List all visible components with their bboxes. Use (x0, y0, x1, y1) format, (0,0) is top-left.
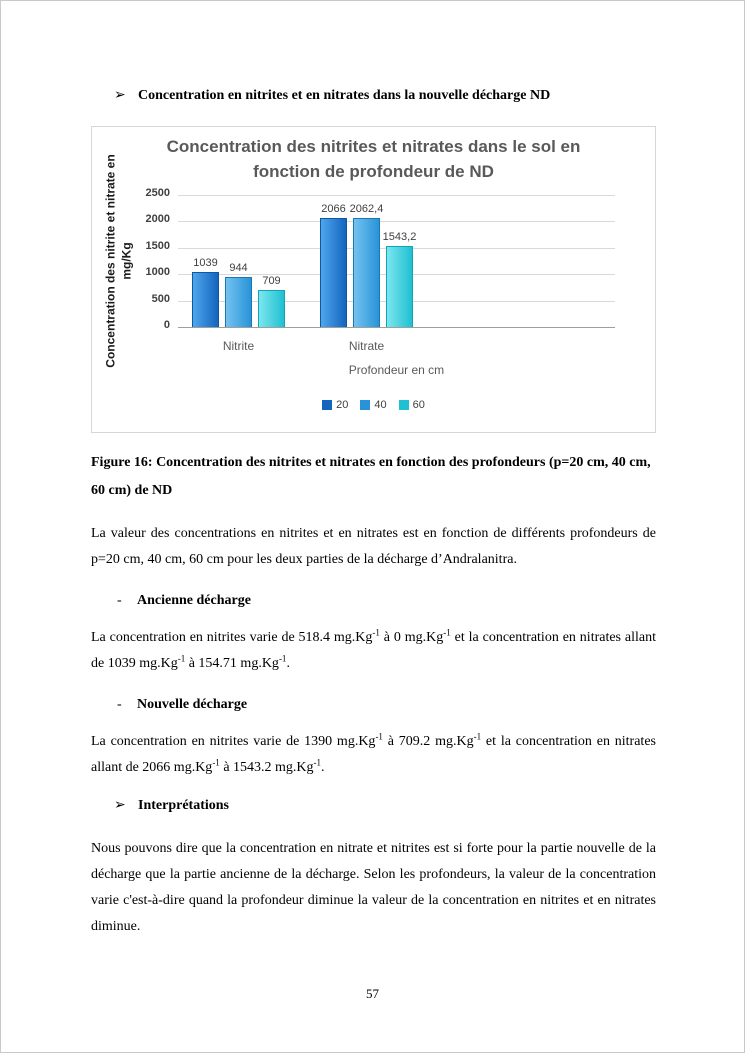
paragraph-intro: La valeur des concentrations en nitrites et en nitrates est en fonction de différents profondeurs de p=20 cm, 40 cm, 60 cm pour les deux parties de la décharge d’Andralanitra. (91, 526, 656, 567)
y-tick-label: 1000 (145, 266, 170, 279)
figure-chart (91, 126, 656, 433)
list-item-label: Ancienne décharge (137, 593, 251, 608)
list-item-ancienne-decharge (117, 593, 656, 609)
bar-nitrite-20 (192, 257, 219, 327)
legend-swatch-icon (360, 400, 370, 410)
bar-value-label: 2062,4 (349, 203, 384, 215)
y-axis-title: Concentration des nitrite et nitrate en mg/Kg (103, 154, 133, 368)
category-label-nitrite: Nitrite (222, 339, 255, 353)
bar-nitrate-20 (320, 203, 347, 327)
legend-item-40 (360, 399, 386, 411)
dash-bullet-icon: - (117, 593, 122, 608)
y-tick-label: 0 (163, 319, 170, 331)
paragraph-interpretation: Nous pouvons dire que la concentration en nitrate et nitrites est si forte pour la partie nouvelle de la décharge que la partie ancienne de la décharge. Selon les profondeurs, la valeur de la concentration varie c'est-à-dire quand la profondeur diminue la valeur de la concentration en nitrites et en nitrates diminue. (91, 841, 656, 934)
list-item-nouvelle-decharge (117, 697, 656, 713)
interpretations-heading-text: Interprétations (138, 798, 229, 813)
list-item-label: Nouvelle décharge (137, 697, 248, 712)
legend-label: 20 (336, 399, 349, 411)
dash-bullet-icon: - (117, 697, 122, 712)
x-axis-line (178, 327, 615, 328)
chart-legend (92, 399, 655, 411)
x-axis-title: Profondeur en cm (348, 363, 445, 377)
bar-nitrite-40 (225, 262, 252, 327)
section-heading (114, 87, 656, 104)
y-tick-label: 1500 (145, 239, 170, 252)
y-tick-label: 2500 (145, 187, 170, 199)
arrow-bullet-icon: ➢ (114, 797, 126, 813)
interpretations-heading (114, 797, 656, 814)
arrow-bullet-icon: ➢ (114, 87, 126, 103)
page-number: 57 (366, 986, 379, 1001)
bar-nitrate-40 (349, 203, 384, 327)
bar-value-label: 1543,2 (382, 231, 417, 243)
y-tick-label: 500 (151, 292, 170, 305)
paragraph-nouvelle: La concentration en nitrites varie de 1390 $mg.Kg^{-1}$ à 709.2 $mg.Kg^{-1}$ et la concentration en nitrates allant de 2066 $mg.Kg^{-1}$ à 1543.2 $mg.Kg^{-1}$. (91, 731, 656, 775)
legend-swatch-icon (399, 400, 409, 410)
chart-title: Concentration des nitrites et nitrates dans le sol en fonction de profondeur de ND (166, 137, 581, 181)
bar-nitrate-60 (382, 231, 417, 327)
bar-group-nitrite (192, 257, 285, 327)
bar-value-label: 944 (229, 262, 248, 274)
bar-value-label: 709 (262, 275, 281, 287)
bar-group-nitrate (320, 203, 417, 327)
bar-nitrite-60 (258, 275, 285, 327)
bar-value-label: 1039 (193, 257, 218, 269)
plot-area (145, 187, 615, 353)
category-label-nitrate: Nitrate (348, 339, 385, 353)
legend-label: 60 (412, 399, 425, 411)
bar-value-label: 2066 (321, 203, 346, 215)
paragraph-ancienne: La concentration en nitrites varie de 518.4 $mg.Kg^{-1}$ à 0 $mg.Kg^{-1}$ et la concentration en nitrates allant de 1039 $mg.Kg^{-1}$ à 154.71 $mg.Kg^{-1}$. (91, 627, 656, 671)
gridline (178, 195, 615, 196)
figure-caption: Figure 16: Concentration des nitrites et nitrates en fonction des profondeurs (p=20 cm, 40 cm, 60 cm) de ND (91, 455, 651, 498)
legend-label: 40 (374, 399, 387, 411)
legend-item-60 (399, 399, 425, 411)
y-tick-label: 2000 (145, 213, 170, 226)
section-heading-text: Concentration en nitrites et en nitrates dans la nouvelle décharge ND (138, 88, 551, 103)
legend-swatch-icon (322, 400, 332, 410)
legend-item-20 (322, 399, 348, 411)
